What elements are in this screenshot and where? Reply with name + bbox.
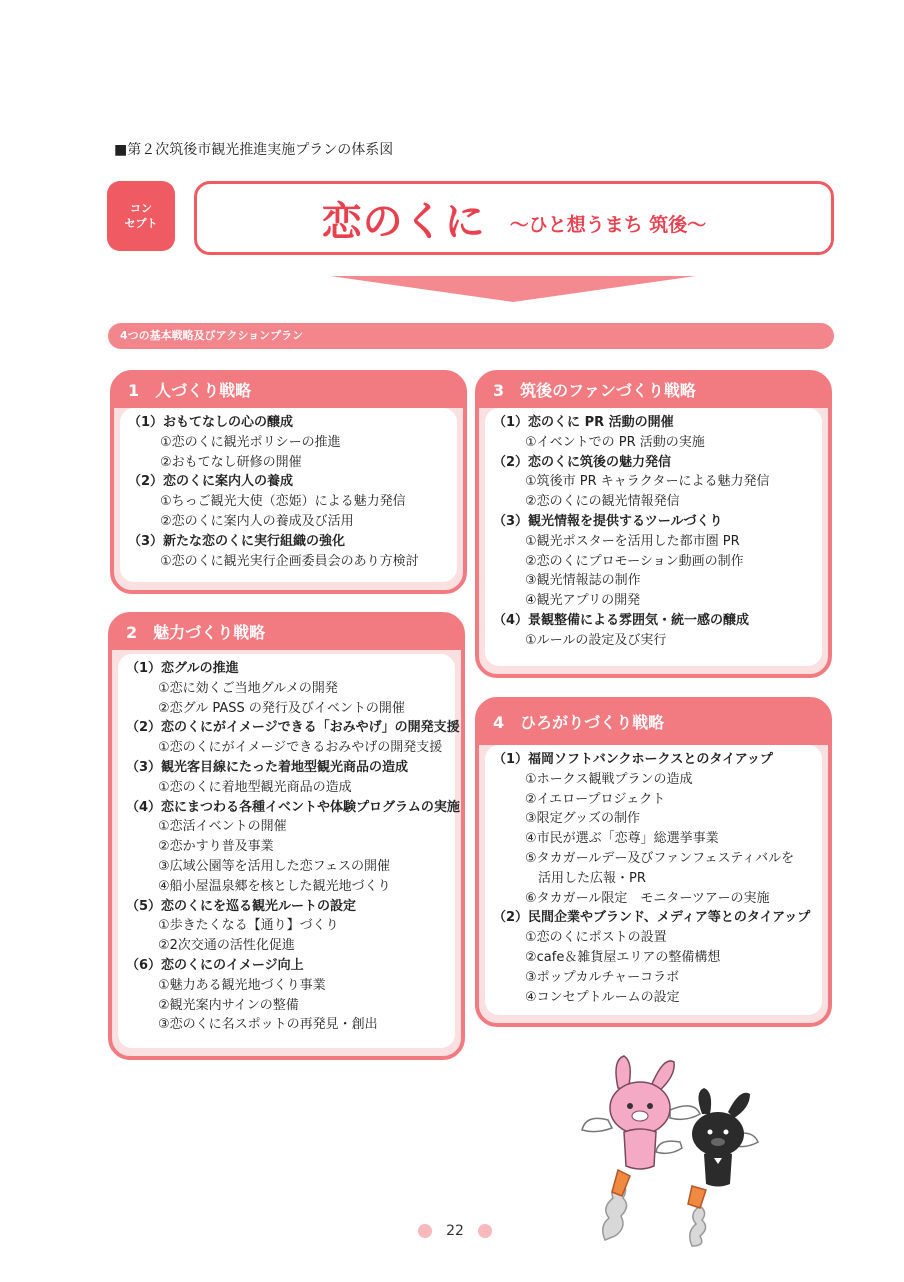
action-item: ⑥タカガール限定 モニターツアーの実施 xyxy=(525,890,770,906)
strategy-body xyxy=(485,408,822,666)
action-item: ①ルールの設定及び実行 xyxy=(525,632,667,648)
action-item: ②おもてなし研修の開催 xyxy=(160,454,302,470)
action-item: ①恋のくに観光実行企画委員会のあり方検討 xyxy=(160,553,419,569)
strategy-item-title: （1）福岡ソフトバンクホークスとのタイアップ xyxy=(493,752,773,767)
action-item: ④観光アプリの開発 xyxy=(525,593,641,609)
strategy-item-title: （2）恋のくに案内人の養成 xyxy=(128,474,294,490)
page-footer xyxy=(410,1221,500,1241)
action-item: ①筑後市 PR キャラクターによる魅力発信 xyxy=(525,474,770,490)
strategy-item-title: （2）恋のくに筑後の魅力発信 xyxy=(493,454,672,470)
strategy-body xyxy=(485,745,822,1015)
action-item: ①ちっご観光大使（恋姫）による魅力発信 xyxy=(160,494,406,510)
action-item: ①恋のくにがイメージできるおみやげの開発支援 xyxy=(158,740,443,756)
action-item: ①魅力ある観光地づくり事業 xyxy=(158,977,326,993)
strategy-body xyxy=(118,654,460,1048)
strategy-item-title: （1）おもてなしの心の醸成 xyxy=(128,415,294,430)
action-item: ②イエロープロジェクト xyxy=(525,791,666,807)
strategy-title: 1 人づくり戦略 xyxy=(114,374,463,408)
strategy-item-title: （3）観光客目線にたった着地型観光商品の造成 xyxy=(126,759,409,775)
action-item: ⑤タカガールデー及びファンフェスティバルを xyxy=(525,850,795,866)
concept-box xyxy=(194,181,834,255)
strategy-panel-2 xyxy=(108,612,465,1060)
strategy-item-title: （3）新たな恋のくに実行組織の強化 xyxy=(128,533,346,549)
strategy-title: 3 筑後のファンづくり戦略 xyxy=(479,374,828,408)
strategy-item-title: （2）民間企業やブランド、メディア等とのタイアップ xyxy=(493,910,811,926)
action-item: ③限定グッズの制作 xyxy=(525,811,641,827)
action-item: ③ポップカルチャーコラボ xyxy=(525,969,680,985)
action-item: ②恋グル PASS の発行及びイベントの開催 xyxy=(158,700,405,716)
concept-subtitle: ～ひと想うまち 筑後～ xyxy=(509,213,707,236)
dot-icon xyxy=(478,1224,492,1238)
strategy-item-title: （1）恋グルの推進 xyxy=(126,661,239,676)
strategy-item-title: （5）恋のくにを巡る観光ルートの設定 xyxy=(126,898,357,914)
concept-badge-line2: セプト xyxy=(124,217,158,230)
action-item: ①歩きたくなる【通り】づくり xyxy=(158,918,339,934)
strategy-panel-1 xyxy=(110,370,467,594)
action-item: ③恋のくに名スポットの再発見・創出 xyxy=(158,1017,378,1033)
action-item: 活用した広報・PR xyxy=(525,870,646,886)
strategy-item-title: （6）恋のくにのイメージ向上 xyxy=(126,957,304,973)
action-item: ①恋のくに観光ポリシーの推進 xyxy=(160,434,341,450)
action-item: ②2次交通の活性化促進 xyxy=(158,938,295,954)
strategy-title: 4 ひろがりづくり戦略 xyxy=(479,701,828,745)
action-item: ②観光案内サインの整備 xyxy=(158,997,299,1013)
page-heading: ■第２次筑後市観光推進実施プランの体系図 xyxy=(114,142,394,158)
action-item: ①恋のくに着地型観光商品の造成 xyxy=(158,779,352,795)
action-item: ③広域公園等を活用した恋フェスの開催 xyxy=(158,858,391,874)
action-item: ④船小屋温泉郷を核とした観光地づくり xyxy=(158,878,391,894)
action-item: ②恋のくに案内人の養成及び活用 xyxy=(160,513,354,529)
action-item: ②恋のくにプロモーション動画の制作 xyxy=(525,553,744,569)
action-item: ①観光ポスターを活用した都市圏 PR xyxy=(525,533,740,549)
strategy-body xyxy=(120,408,457,582)
strategy-title: 2 魅力づくり戦略 xyxy=(112,616,461,650)
action-item: ②恋かすり普及事業 xyxy=(158,839,274,855)
section-bar: 4つの基本戦略及びアクションプラン xyxy=(108,323,834,349)
action-item: ①恋に効くご当地グルメの開発 xyxy=(158,680,338,696)
mascot-illustration xyxy=(580,1050,760,1250)
strategy-item-title: （3）観光情報を提供するツールづくり xyxy=(493,513,723,529)
strategy-item-title: （1）恋のくに PR 活動の開催 xyxy=(493,415,674,430)
dot-icon xyxy=(418,1224,432,1238)
strategy-item-title: （4）景観整備による雰囲気・統一感の醸成 xyxy=(493,612,750,628)
action-item: ④市民が選ぶ「恋尊」総選挙事業 xyxy=(525,831,719,847)
concept-badge xyxy=(107,181,175,251)
action-item: ①恋活イベントの開催 xyxy=(158,819,287,835)
strategy-item-title: （2）恋のくにがイメージできる「おみやげ」の開発支援 xyxy=(126,720,460,736)
down-arrow-icon xyxy=(330,276,696,302)
strategy-panel-4 xyxy=(475,697,832,1027)
strategy-item-title: （4）恋にまつわる各種イベントや体験プログラムの実施 xyxy=(126,799,460,815)
concept-badge-line1: コン xyxy=(130,202,152,215)
concept-title: 恋のくに xyxy=(321,198,486,245)
action-item: ①ホークス観戦プランの造成 xyxy=(525,771,693,787)
action-item: ①イベントでの PR 活動の実施 xyxy=(525,434,705,450)
action-item: ③観光情報誌の制作 xyxy=(525,573,641,589)
action-item: ②cafe＆雑貨屋エリアの整備構想 xyxy=(525,949,721,965)
action-item: ④コンセプトルームの設定 xyxy=(525,989,680,1005)
action-item: ②恋のくにの観光情報発信 xyxy=(525,494,680,510)
strategy-panel-3 xyxy=(475,370,832,678)
page-number: 22 xyxy=(446,1223,464,1239)
action-item: ①恋のくにポストの設置 xyxy=(525,930,667,946)
